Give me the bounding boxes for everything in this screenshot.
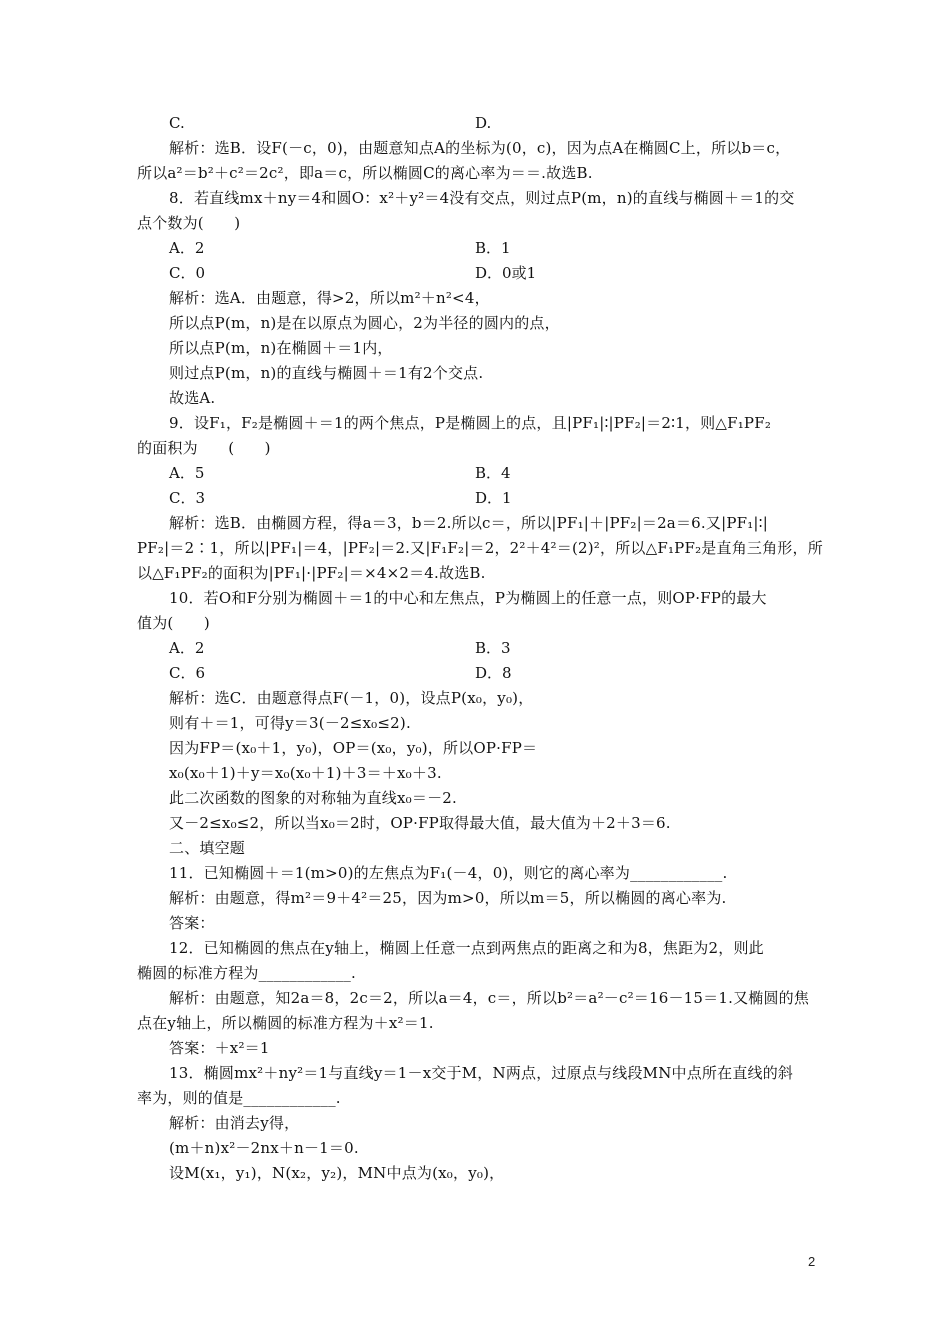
text-line: 解析：由消去y得， [169, 1114, 300, 1132]
text-line: 所以点P(m，n)在椭圆＋＝1内， [169, 339, 393, 357]
text-line: x₀(x₀＋1)＋y＝x₀(x₀＋1)＋3＝＋x₀＋3. [169, 764, 442, 782]
text-line: 值为( ) [137, 614, 210, 632]
text-line: 率为，则的值是____________. [137, 1089, 341, 1107]
text-line: 解析：选B．由椭圆方程，得a＝3，b＝2.所以c＝，所以|PF₁|＋|PF₂|＝2a＝6.又|PF₁|∶| [169, 514, 769, 532]
answer-option: D．8 [475, 664, 512, 682]
text-line: 10．若O和F分别为椭圆＋＝1的中心和左焦点，P为椭圆上的任意一点，则OP·FP的最大 [169, 589, 767, 607]
text-line: 的面积为 ( ) [137, 439, 271, 457]
answer-option: A．2 [169, 239, 205, 257]
text-line: 点在y轴上，所以椭圆的标准方程为＋x²＝1. [137, 1014, 434, 1032]
text-line: PF₂|＝2∶1，所以|PF₁|＝4，|PF₂|＝2.又|F₁F₂|＝2，2²＋4²＝(2)²，所以△F₁PF₂是直角三角形，所 [137, 539, 823, 557]
answer-option: A．2 [169, 639, 205, 657]
text-line: 又－2≤x₀≤2，所以当x₀＝2时，OP·FP取得最大值，最大值为＋2＋3＝6. [169, 814, 671, 832]
text-line: (m＋n)x²－2nx＋n－1＝0. [169, 1139, 359, 1157]
text-line: 则过点P(m，n)的直线与椭圆＋＝1有2个交点. [169, 364, 484, 382]
text-line: 11．已知椭圆＋＝1(m>0)的左焦点为F₁(－4，0)，则它的离心率为____________. [169, 864, 728, 882]
text-line: 故选A. [169, 389, 216, 407]
text-line: 设M(x₁，y₁)，N(x₂，y₂)，MN中点为(x₀，y₀)， [169, 1164, 505, 1182]
text-line: 解析：选B．设F(－c，0)，由题意知点A的坐标为(0，c)，因为点A在椭圆C上，所以b＝c， [169, 139, 791, 157]
text-line: 此二次函数的图象的对称轴为直线x₀＝－2. [169, 789, 457, 807]
text-line: 12．已知椭圆的焦点在y轴上，椭圆上任意一点到两焦点的距离之和为8，焦距为2，则此 [169, 939, 764, 957]
text-line: 8．若直线mx＋ny＝4和圆O：x²＋y²＝4没有交点，则过点P(m，n)的直线与椭圆＋＝1的交 [169, 189, 795, 207]
answer-option: B．4 [475, 464, 511, 482]
text-line: 因为FP＝(x₀＋1，y₀)，OP＝(x₀，y₀)，所以OP·FP＝ [169, 739, 538, 757]
text-line: 所以点P(m，n)是在以原点为圆心，2为半径的圆内的点， [169, 314, 560, 332]
answer-option: D．0或1 [475, 264, 537, 282]
text-line: 二、填空题 [169, 839, 246, 857]
text-line: 解析：选A．由题意，得>2，所以m²＋n²<4， [169, 289, 490, 307]
answer-option: C. [169, 114, 185, 132]
text-line: 答案：＋x²＝1 [169, 1039, 270, 1057]
answer-option: D. [475, 114, 492, 132]
answer-option: C．3 [169, 489, 206, 507]
text-line: 以△F₁PF₂的面积为|PF₁|·|PF₂|＝×4×2＝4.故选B. [137, 564, 486, 582]
text-line: 解析：选C．由题意得点F(－1，0)，设点P(x₀，y₀)， [169, 689, 534, 707]
answer-option: B．1 [475, 239, 511, 257]
text-line: 椭圆的标准方程为____________. [137, 964, 356, 982]
answer-option: C．0 [169, 264, 206, 282]
text-line: 13．椭圆mx²＋ny²＝1与直线y＝1－x交于M，N两点，过原点与线段MN中点所在直线的斜 [169, 1064, 794, 1082]
text-line: 则有＋＝1，可得y＝3(－2≤x₀≤2). [169, 714, 411, 732]
answer-option: B．3 [475, 639, 511, 657]
text-line: 解析：由题意，知2a＝8，2c＝2，所以a＝4，c＝，所以b²＝a²－c²＝16－15＝1.又椭圆的焦 [169, 989, 810, 1007]
text-line: 答案： [169, 914, 215, 932]
text-line: 解析：由题意，得m²＝9＋4²＝25，因为m>0，所以m＝5，所以椭圆的离心率为. [169, 889, 727, 907]
text-line: 9．设F₁，F₂是椭圆＋＝1的两个焦点，P是椭圆上的点，且|PF₁|∶|PF₂|＝2∶1，则△F₁PF₂ [169, 414, 772, 432]
text-line: 所以a²＝b²＋c²＝2c²，即a＝c，所以椭圆C的离心率为＝＝.故选B. [137, 164, 593, 182]
answer-option: C．6 [169, 664, 206, 682]
text-line: 点个数为( ) [137, 214, 241, 232]
page-number: 2 [808, 1254, 816, 1269]
answer-option: A．5 [169, 464, 205, 482]
answer-option: D．1 [475, 489, 512, 507]
